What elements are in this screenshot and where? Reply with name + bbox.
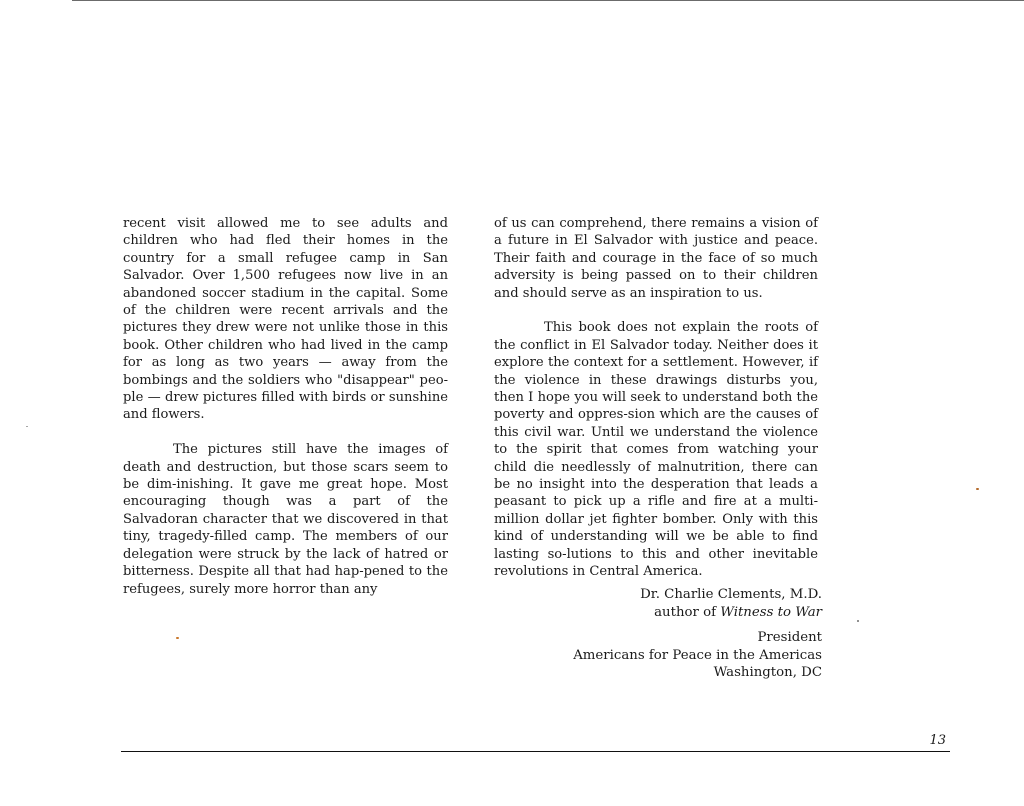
- signature-name: Dr. Charlie Clements, M.D.: [640, 587, 822, 602]
- scan-speck: [176, 637, 179, 639]
- page-number: 13: [929, 733, 946, 748]
- signature-organization: Americans for Peace in the Americas: [573, 647, 822, 663]
- signature-book-title: Witness to War: [720, 604, 822, 620]
- left-column: [123, 215, 448, 598]
- scan-speck: [26, 426, 28, 427]
- signature-author-block: [520, 586, 822, 621]
- right-column: [494, 215, 818, 581]
- top-rule: [72, 0, 1024, 1]
- left-paragraph-2: The pictures still have the images of death and destruction, but those scars seem to be dim-inishing. It gave me great hope. Most encouraging though was a part of the Salvadoran character that we discovered in that tiny, tragedy-filled camp. The members of our delegation were struck by the lack of hatred or bitterness. Despite all that had hap-pened to the refugees, surely more horror than any: [123, 442, 448, 597]
- signature-role: President: [757, 630, 822, 645]
- signature-author-prefix: author of: [654, 604, 717, 620]
- signature-affiliation-block: [520, 629, 822, 682]
- right-paragraph-1: of us can comprehend, there remains a vision of a future in El Salvador with justice and peace. Their faith and courage in the face of so much adversity is being passed on to their children and should serve as an inspiration to us.: [494, 216, 818, 301]
- bottom-rule: [121, 751, 950, 752]
- signature-location: Washington, DC: [713, 665, 822, 681]
- right-paragraph-2: This book does not explain the roots of the conflict in El Salvador today. Neither does it explore the context for a settlement. However, if the violence in these drawings disturbs you, then I hope you will seek to understand both the poverty and oppres-sion which are the causes of this civil war. Until we understand the violence to the spirit that comes from watching your child die needlessly of malnutrition, there can be no insight into the desperation that leads a peasant to pick up a rifle and fire at a multi-million dollar jet fighter bomber. Only with this kind of understanding will we be able to find lasting so-lutions to this and other inevitable revolutions in Central America.: [494, 320, 818, 580]
- left-paragraph-1: recent visit allowed me to see adults and children who had fled their homes in the country for a small refugee camp in San Salvador. Over 1,500 refugees now live in an abandoned soccer stadium in the capital. Some of the children were recent arrivals and the pictures they drew were not unlike those in this book. Other children who had lived in the camp for as long as two years — away from the bombings and the soldiers who "disappear" peo-ple — drew pictures filled with birds or sunshine and flowers.: [123, 216, 448, 423]
- scan-speck: [857, 620, 859, 622]
- scan-speck: [976, 488, 979, 490]
- signature-author-line: [520, 604, 822, 622]
